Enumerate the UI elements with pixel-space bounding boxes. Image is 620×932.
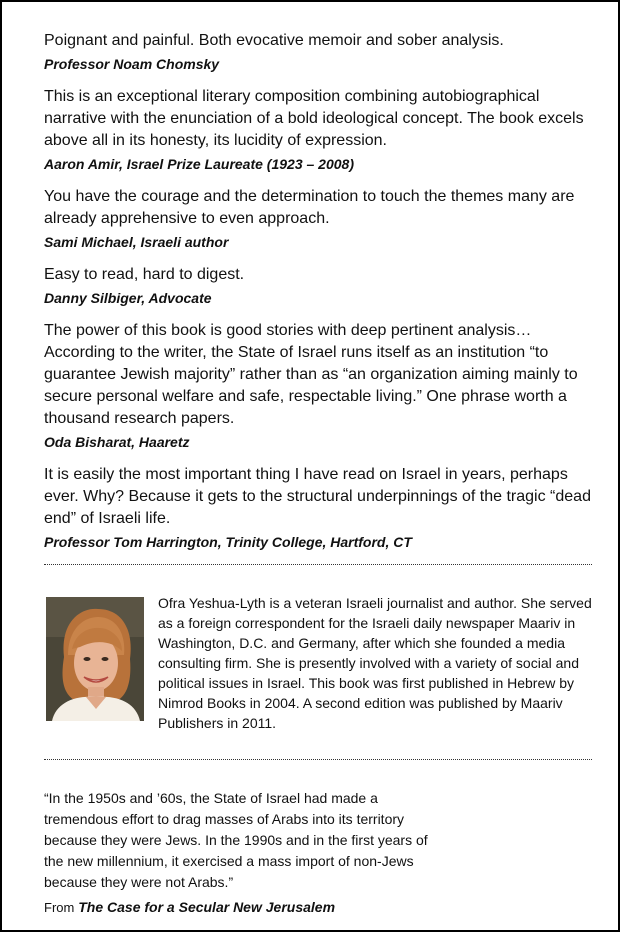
review-3	[44, 186, 592, 252]
review-attribution: Professor Noam Chomsky	[44, 56, 220, 72]
review-1	[44, 30, 592, 74]
dotted-divider-top	[44, 564, 592, 565]
excerpt-quote: “In the 1950s and ’60s, the State of Israel had made a tremendous effort to drag masses of Arabs into its territory because they were Jews. In the 1990s and in the first years of the new millennium, it exercised a mass import of non-Jews because they were not Arabs.”	[44, 790, 428, 890]
review-attribution: Aaron Amir, Israel Prize Laureate (1923 – 2008)	[44, 156, 354, 172]
review-2	[44, 86, 592, 174]
review-attribution: Danny Silbiger, Advocate	[44, 290, 212, 306]
review-attribution: Sami Michael, Israeli author	[44, 234, 229, 250]
excerpt-source	[44, 897, 592, 918]
from-label: From	[44, 900, 75, 915]
review-quote: The power of this book is good stories with deep pertinent analysis… According to the writer, the State of Israel runs itself as an institution “to guarantee Jewish majority” rather than as “an organization aiming mainly to secure personal welfare and safe, respectable living.” One phrase worth a thousand research papers.	[44, 322, 578, 427]
review-4	[44, 264, 592, 308]
dotted-divider-bottom	[44, 759, 592, 760]
author-bio	[44, 593, 592, 733]
review-quote: Easy to read, hard to digest.	[44, 266, 245, 283]
cover-content	[44, 30, 592, 918]
book-title: The Case for a Secular New Jerusalem	[78, 899, 336, 915]
review-attribution: Professor Tom Harrington, Trinity College, Hartford, CT	[44, 534, 412, 550]
review-quote: This is an exceptional literary composition combining autobiographical narrative with the enunciation of a bold ideological concept. The book excels above all in its honesty, its lucidity of expression.	[44, 88, 584, 149]
author-portrait-icon	[46, 597, 144, 721]
review-6	[44, 464, 592, 552]
bio-text: Ofra Yeshua-Lyth is a veteran Israeli journalist and author. She served as a foreign correspondent for the Israeli daily newspaper Maariv in Washington, D.C. and Germany, after which she founded a media consulting firm. She is presently involved with a variety of social and political issues in Israel. This book was first published in Hebrew by Nimrod Books in 2004. A second edition was published by Maariv Publishers in 2011.	[158, 595, 592, 731]
review-quote: Poignant and painful. Both evocative memoir and sober analysis.	[44, 32, 504, 49]
author-photo	[46, 597, 144, 721]
review-quote: It is easily the most important thing I have read on Israel in years, perhaps ever. Why? Because it gets to the structural underpinnings of the tragic “dead end” of Israeli life.	[44, 466, 591, 527]
review-quote: You have the courage and the determination to touch the themes many are already apprehensive to even approach.	[44, 188, 575, 227]
review-attribution: Oda Bisharat, Haaretz	[44, 434, 190, 450]
closing-excerpt	[44, 788, 592, 918]
review-5	[44, 320, 592, 452]
